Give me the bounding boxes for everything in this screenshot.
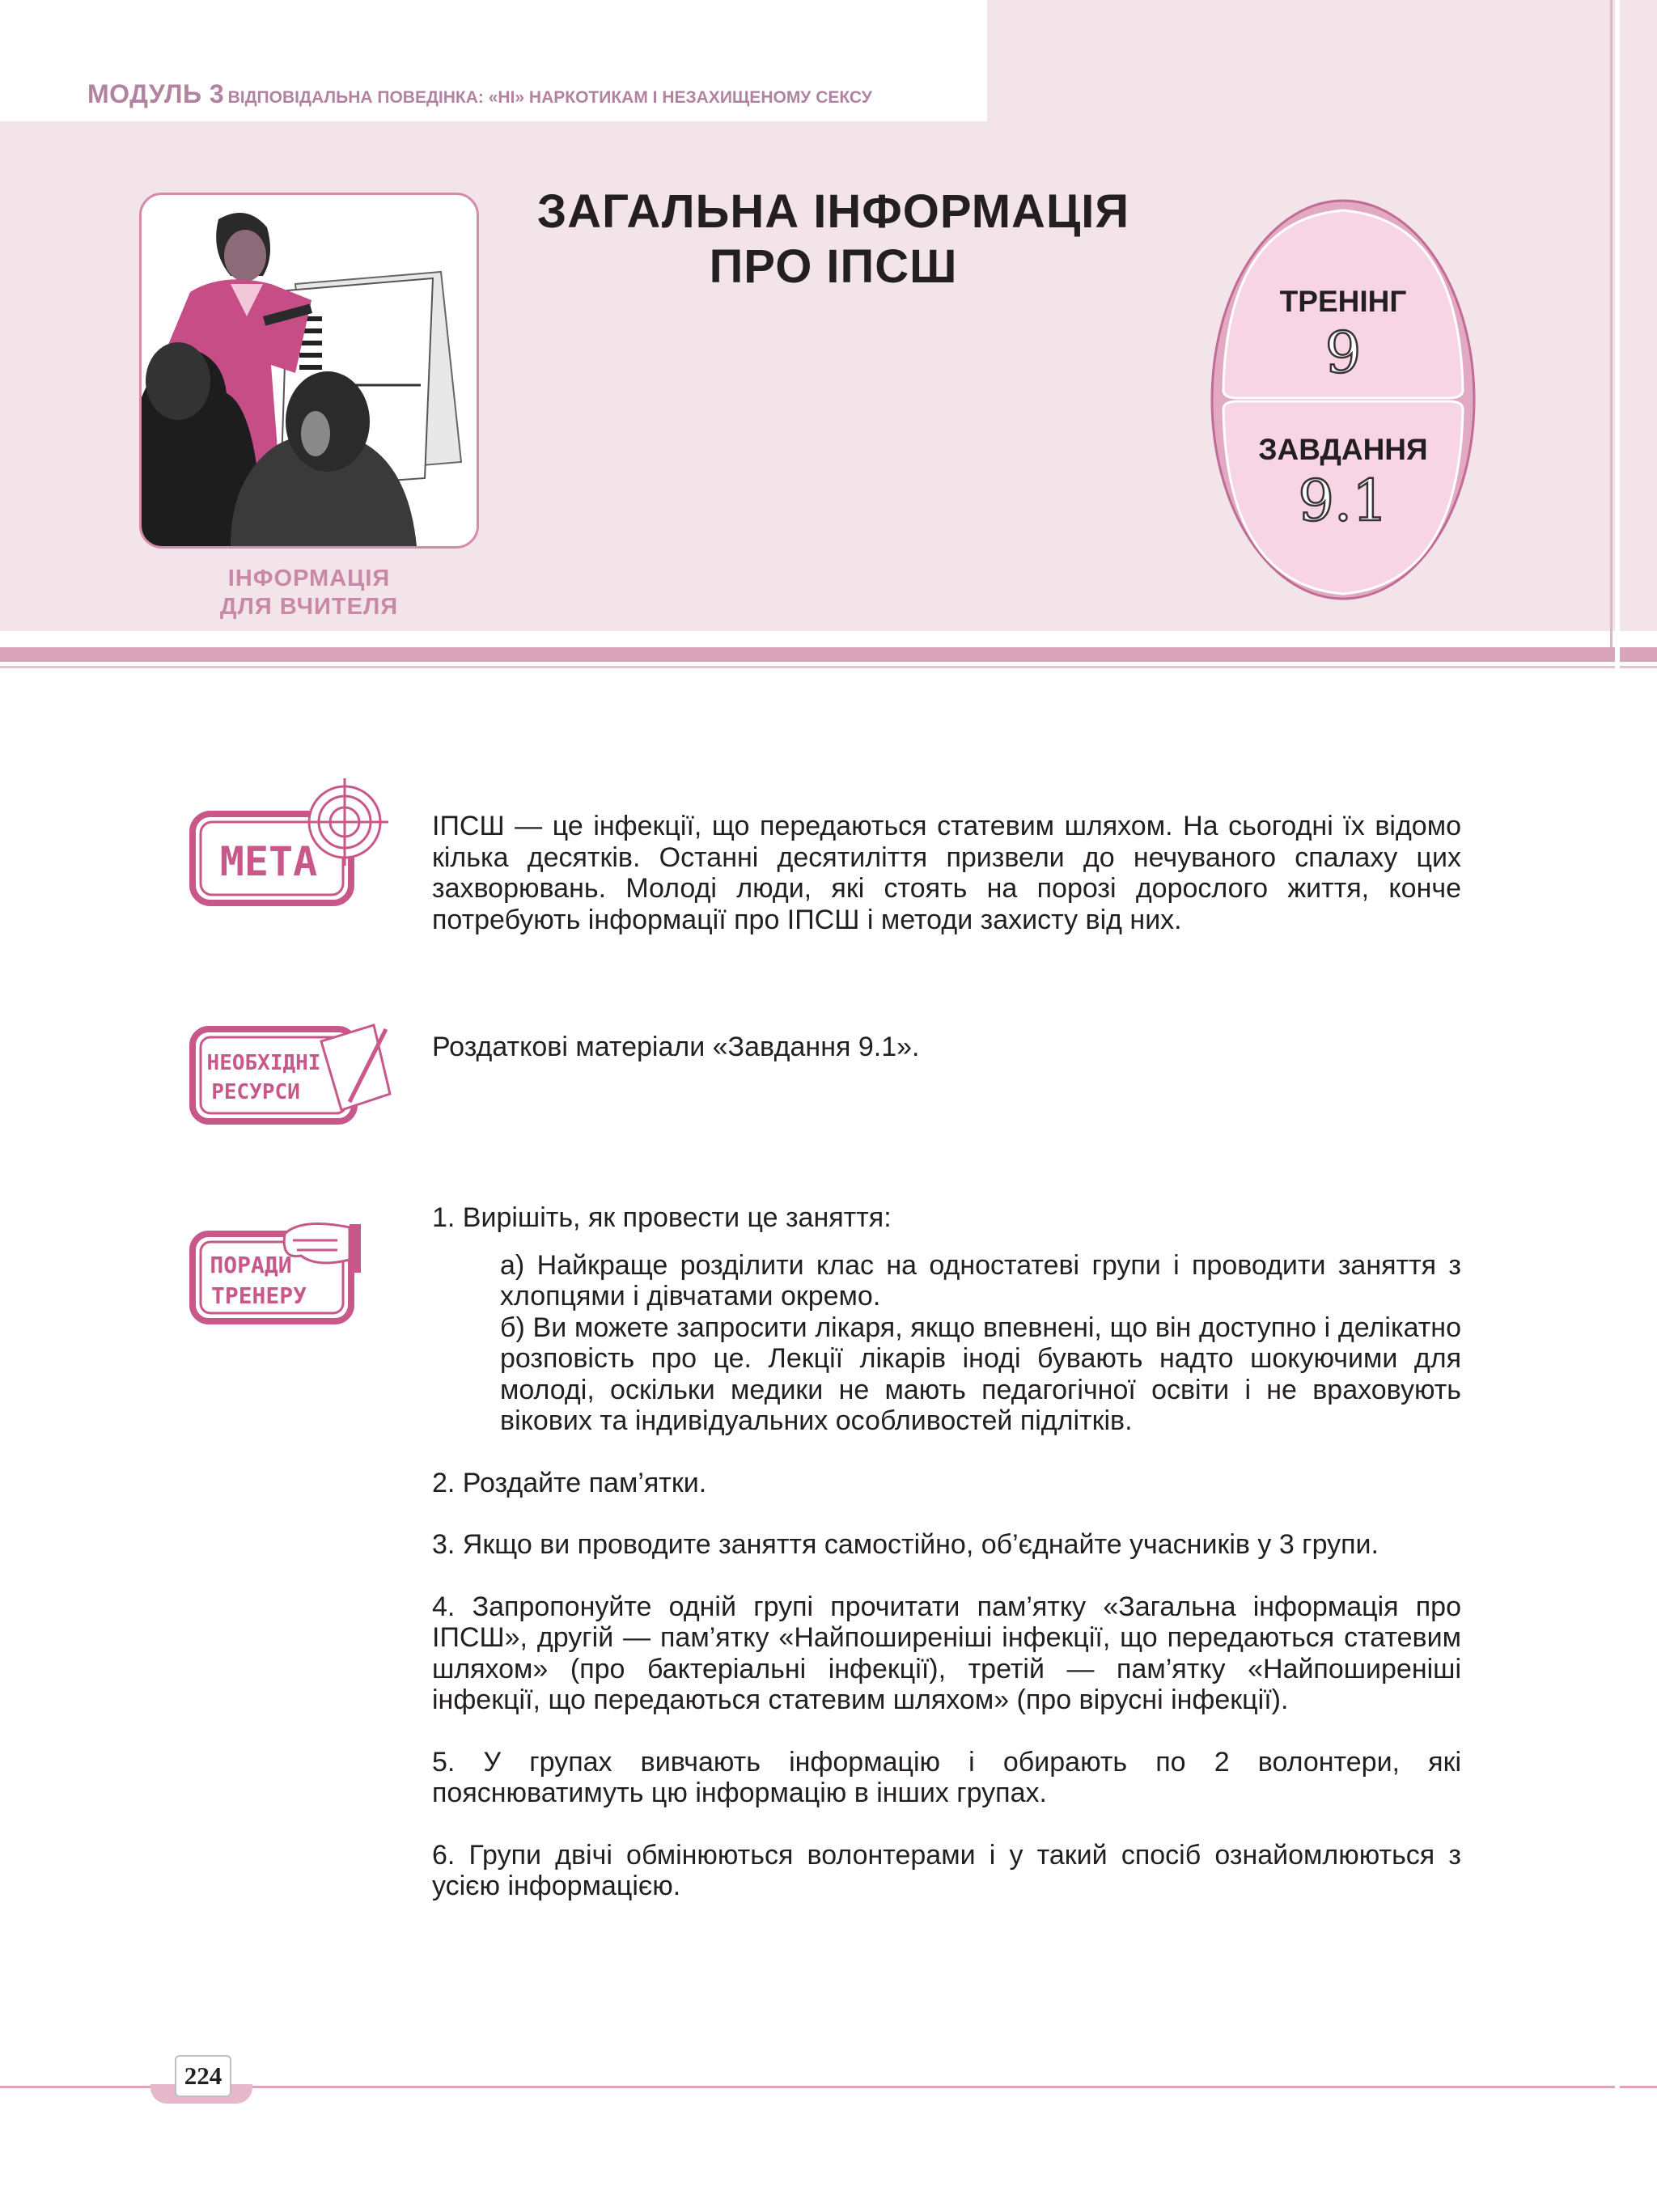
tip-item-1b: б) Ви можете запросити лікаря, якщо впевнені, що він доступно і делікатно розповість про це. Лекції лікарів іноді бувають надто шокуючими для молоді, оскільки медики не мають педагогічної освіти і не враховують вікових та індивідуальних особливостей підлітків. [500,1312,1461,1436]
resources-icon-line2: РЕСУРСИ [211,1080,300,1104]
teacher-info-label [139,565,479,621]
resources-icon-line1: НЕОБХІДНІ [206,1051,321,1075]
page-title-line2: ПРО ІПСШ [709,240,958,293]
resources-text: Роздаткові матеріали «Завдання 9.1». [432,1032,920,1062]
goal-icon-label: МЕТА [219,838,318,885]
tip-item-3: 3. Якщо ви проводите заняття самостійно, об’єднайте учасників у 3 групи. [432,1529,1379,1560]
task-number: 9.1 [1298,468,1388,534]
tip-item-6: 6. Групи двічі обмінюються волонтерами і у такий спосіб ознайомлюються з усією інформацією. [432,1839,1461,1901]
trainer-tips-icon [188,1218,374,1327]
right-edge-line [1610,0,1613,647]
tip-item-4: 4. Запропонуйте одній групі прочитати пам’ятку «Загальна інформація про ІПСШ», другій — пам’ятку «Найпоширеніші інфекції, що передаються статевим шляхом» (про бактеріальні інфекції), третій — пам’ятку «Найпоширеніші інфекції, що передаються статевим шляхом» (про вірусні інфекції). [432,1591,1461,1715]
page-number: 224 [175,2055,231,2097]
teacher-presentation-illustration [142,195,477,546]
right-edge-strip [1620,0,1657,631]
running-title [87,79,872,109]
task-label: ЗАВДАННЯ [1258,433,1428,466]
header-tab [987,0,1615,121]
module-label: МОДУЛЬ 3 [87,79,225,108]
tip-item-1: 1. Вирішіть, як провести це заняття: [432,1202,892,1233]
header-divider-thin [0,666,1615,668]
teacher-label-line1: ІНФОРМАЦІЯ [227,566,391,591]
training-label: ТРЕНІНГ [1279,285,1407,318]
tip-item-2: 2. Роздайте пам’ятки. [432,1467,707,1498]
footer-line-right [1620,2086,1657,2088]
page-title-line1: ЗАГАЛЬНА ІНФОРМАЦІЯ [536,185,1130,238]
teacher-illustration [139,193,479,549]
training-badge [1206,196,1481,604]
resources-icon [188,1021,398,1128]
header-divider-thin-right [1620,666,1657,668]
teacher-label-line2: ДЛЯ ВЧИТЕЛЯ [219,594,399,620]
module-subtitle: ВІДПОВІДАЛЬНА ПОВЕДІНКА: «НІ» НАРКОТИКАМ І НЕЗАХИЩЕНОМУ СЕКСУ [227,88,872,107]
header-divider-stripe-right [1620,647,1657,662]
goal-text: ІПСШ — це інфекції, що передаються статевим шляхом. На сьогодні їх відомо кілька десятків. Останні десятиліття призвели до нечуваного спалаху цих захворювань. Молоді люди, які стоять на порозі дорослого життя, конче потребують інформації про ІПСШ і методи захисту від них. [432,811,1461,935]
goal-target-icon [188,778,390,916]
tip-item-5: 5. У групах вивчають інформацію і обирають по 2 волонтери, які пояснюватимуть цю інформацію в інших групах. [432,1746,1461,1808]
trainer-tips-list [432,1202,1461,1902]
page-title [502,184,1165,295]
training-number: 9 [1324,320,1362,386]
tip-item-1a: а) Найкраще розділити клас на одностатеві групи і проводити заняття з хлопцями і дівчатами окремо. [500,1249,1461,1312]
header-divider-stripe [0,647,1615,662]
tips-icon-line2: ТРЕНЕРУ [210,1282,307,1309]
tips-icon-line1: ПОРАДИ [210,1252,292,1278]
